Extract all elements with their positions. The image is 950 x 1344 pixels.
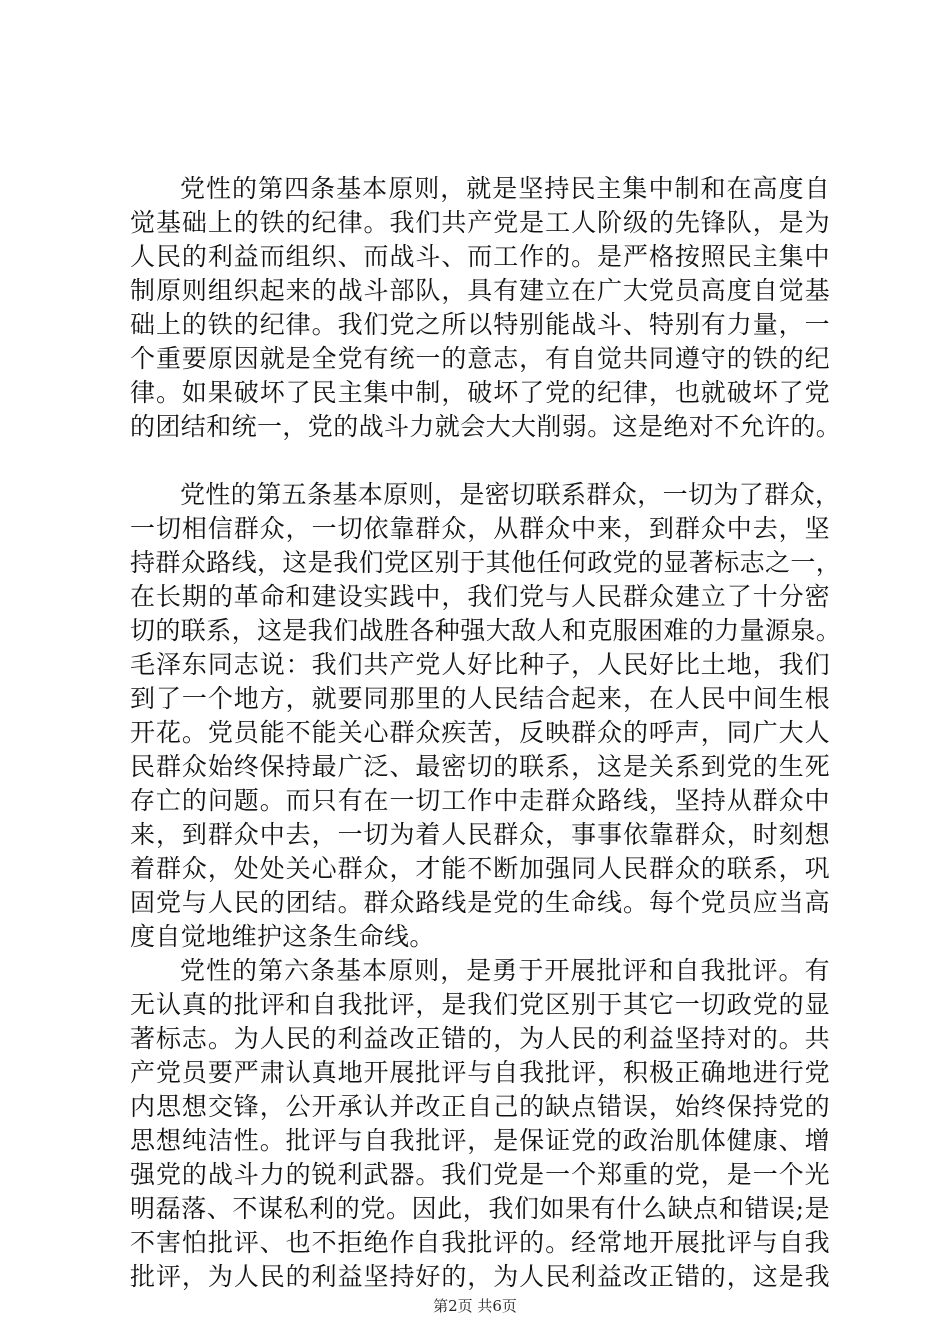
paragraph-spacer xyxy=(130,444,830,478)
text-line: 毛泽东同志说：我们共产党人好比种子，人民好比土地，我们 xyxy=(130,650,830,679)
text-line: 来，到群众中去，一切为着人民群众，事事依靠群众，时刻想 xyxy=(130,820,830,849)
text-line: 党性的第六条基本原则，是勇于开展批评和自我批评。有 xyxy=(180,956,830,985)
text-line: 内思想交锋，公开承认并改正自己的缺点错误，始终保持党的 xyxy=(130,1092,830,1121)
text-line: 持群众路线，这是我们党区别于其他任何政党的显著标志之一， xyxy=(130,548,842,577)
text-line: 思想纯洁性。批评与自我批评，是保证党的政治肌体健康、增 xyxy=(130,1126,830,1155)
document-body xyxy=(130,172,842,1294)
text-line: 制原则组织起来的战斗部队，具有建立在广大党员高度自觉基 xyxy=(130,276,830,305)
text-line: 觉基础上的铁的纪律。我们共产党是工人阶级的先锋队，是为 xyxy=(130,208,830,237)
text-line: 固党与人民的团结。群众路线是党的生命线。每个党员应当高 xyxy=(130,888,830,917)
text-line: 开花。党员能不能关心群众疾苦，反映群众的呼声，同广大人 xyxy=(130,718,830,747)
paragraph-principle-five xyxy=(130,478,842,954)
text-line: 础上的铁的纪律。我们党之所以特别能战斗、特别有力量，一 xyxy=(130,310,830,339)
text-line: 人民的利益而组织、而战斗、而工作的。是严格按照民主集中 xyxy=(130,242,830,271)
page-number-footer: 第2页 共6页 xyxy=(433,1297,517,1315)
text-line: 的团结和统一，党的战斗力就会大大削弱。这是绝对不允许的。 xyxy=(130,412,842,441)
text-line: 着群众，处处关心群众，才能不断加强同人民群众的联系，巩 xyxy=(130,854,830,883)
text-line: 产党员要严肃认真地开展批评与自我批评，积极正确地进行党 xyxy=(130,1058,830,1087)
paragraph-principle-six xyxy=(130,954,830,1294)
text-line: 党性的第五条基本原则，是密切联系群众，一切为了群众， xyxy=(180,480,841,509)
text-line: 批评，为人民的利益坚持好的，为人民利益改正错的，这是我 xyxy=(130,1262,830,1291)
text-line: 强党的战斗力的锐利武器。我们党是一个郑重的党，是一个光 xyxy=(130,1160,830,1189)
text-line: 切的联系，这是我们战胜各种强大敌人和克服困难的力量源泉。 xyxy=(130,616,842,645)
paragraph-principle-four xyxy=(130,172,842,444)
text-line: 度自觉地维护这条生命线。 xyxy=(130,922,435,951)
text-line: 存亡的问题。而只有在一切工作中走群众路线，坚持从群众中 xyxy=(130,786,830,815)
text-line: 民群众始终保持最广泛、最密切的联系，这是关系到党的生死 xyxy=(130,752,830,781)
text-line: 个重要原因就是全党有统一的意志，有自觉共同遵守的铁的纪 xyxy=(130,344,830,373)
text-line: 到了一个地方，就要同那里的人民结合起来，在人民中间生根 xyxy=(130,684,830,713)
text-line: 明磊落、不谋私利的党。因此，我们如果有什么缺点和错误;是 xyxy=(130,1194,830,1223)
text-line: 在长期的革命和建设实践中，我们党与人民群众建立了十分密 xyxy=(130,582,830,611)
text-line: 一切相信群众，一切依靠群众，从群众中来，到群众中去，坚 xyxy=(130,514,830,543)
text-line: 党性的第四条基本原则，就是坚持民主集中制和在高度自 xyxy=(180,174,830,203)
text-line: 著标志。为人民的利益改正错的，为人民的利益坚持对的。共 xyxy=(130,1024,830,1053)
text-line: 无认真的批评和自我批评，是我们党区别于其它一切政党的显 xyxy=(130,990,830,1019)
text-line: 不害怕批评、也不拒绝作自我批评的。经常地开展批评与自我 xyxy=(130,1228,830,1257)
text-line: 律。如果破坏了民主集中制，破坏了党的纪律，也就破坏了党 xyxy=(130,378,830,407)
